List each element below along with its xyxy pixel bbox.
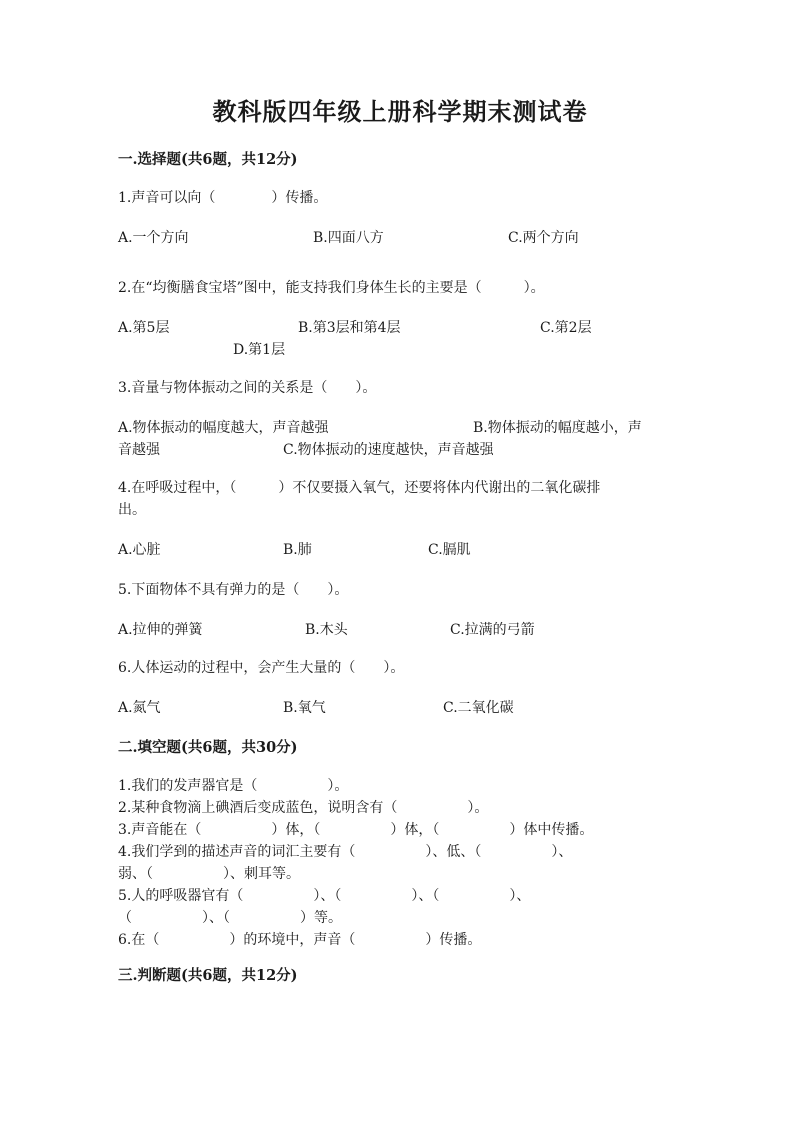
fill-line: 1.我们的发声器官是（ ）。 — [118, 778, 349, 794]
question-text: 6.人体运动的过程中，会产生大量的（ ）。 — [118, 660, 405, 676]
option: C.二氧化碳 — [443, 700, 514, 716]
option: C.膈肌 — [428, 542, 471, 558]
fill-line: 3.声音能在（ ）体，（ ）体，（ ）体中传播。 — [118, 822, 594, 838]
section-heading-fill: 二.填空题(共6题，共30分) — [118, 739, 298, 756]
fill-line: 6.在（ ）的环境中，声音（ ）传播。 — [118, 932, 482, 948]
page-title: 教科版四年级上册科学期末测试卷 — [212, 97, 588, 126]
option: A.拉伸的弹簧 — [118, 622, 203, 638]
fill-line-continuation: 弱、（ ）、刺耳等。 — [118, 866, 300, 882]
question-text: 2.在“均衡膳食宝塔”图中，能支持我们身体生长的主要是（ ）。 — [118, 280, 545, 296]
option: B.物体振动的幅度越小，声 — [473, 420, 642, 436]
fill-line: 5.人的呼吸器官有（ ）、（ ）、（ ）、 — [118, 888, 531, 904]
question-text: 3.音量与物体振动之间的关系是（ ）。 — [118, 380, 377, 396]
option: A.心脏 — [118, 542, 161, 558]
option: A.第5层 — [118, 320, 170, 336]
option: A.氮气 — [118, 700, 161, 716]
option: C.第2层 — [540, 320, 592, 336]
option: C.拉满的弓箭 — [450, 622, 535, 638]
question-text: 4.在呼吸过程中，（ ）不仅要摄入氧气，还要将体内代谢出的二氧化碳排 — [118, 480, 601, 496]
option: B.肺 — [283, 542, 312, 558]
option: B.第3层和第4层 — [298, 320, 401, 336]
fill-line-continuation: （ ）、（ ）等。 — [118, 910, 342, 926]
fill-line: 4.我们学到的描述声音的词汇主要有（ ）、低、（ ）、 — [118, 844, 573, 860]
option: A.一个方向 — [118, 230, 189, 246]
question-text: 5.下面物体不具有弹力的是（ ）。 — [118, 582, 349, 598]
fill-line: 2.某种食物滴上碘酒后变成蓝色，说明含有（ ）。 — [118, 800, 489, 816]
option-continuation: 音越强 — [118, 442, 160, 458]
option: B.木头 — [305, 622, 348, 638]
option: C.物体振动的速度越快，声音越强 — [283, 442, 494, 458]
option: B.四面八方 — [313, 230, 384, 246]
option: C.两个方向 — [508, 230, 579, 246]
option: B.氧气 — [283, 700, 326, 716]
option: D.第1层 — [233, 342, 286, 358]
option: A.物体振动的幅度越大，声音越强 — [118, 420, 329, 436]
section-heading-choice: 一.选择题(共6题，共12分) — [118, 151, 298, 168]
question-text: 1.声音可以向（ ）传播。 — [118, 190, 328, 206]
question-text-continuation: 出。 — [118, 502, 146, 518]
section-heading-judge: 三.判断题(共6题，共12分) — [118, 967, 298, 984]
